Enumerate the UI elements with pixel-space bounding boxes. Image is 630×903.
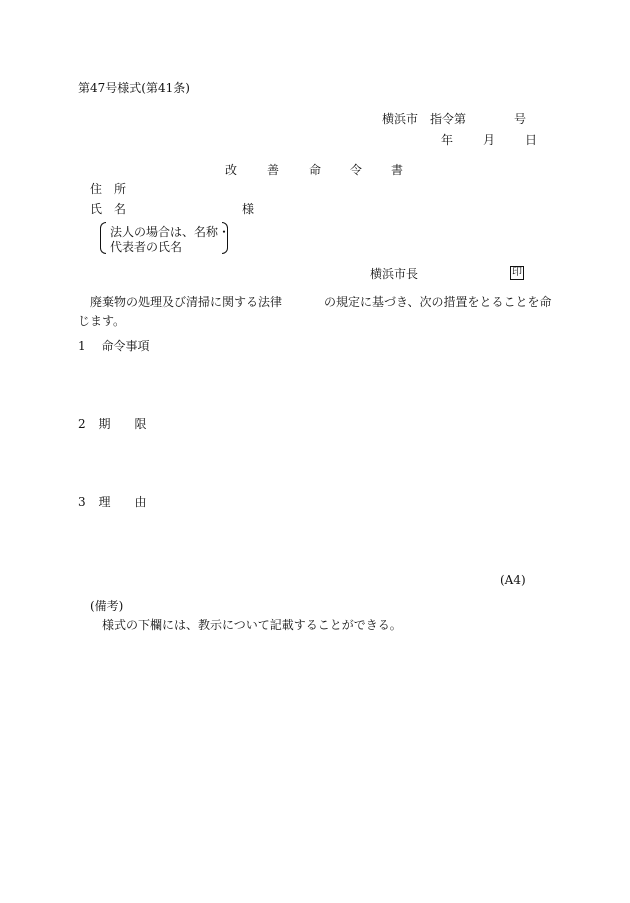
- name-label: 氏 名: [90, 202, 127, 216]
- corp-note-line2: 代表者の氏名: [110, 240, 183, 254]
- section-number: 3: [78, 495, 86, 509]
- left-bracket: [100, 222, 106, 254]
- form-number: 第47号様式(第41条): [78, 81, 190, 95]
- honorific: 様: [242, 202, 255, 216]
- section-1: [78, 340, 149, 352]
- paper-size: (A4): [500, 573, 526, 587]
- title-char: 善: [267, 163, 280, 177]
- title-char: 書: [391, 163, 404, 177]
- seal-text: 印: [512, 267, 522, 278]
- body-text-part2: の規定に基づき、次の措置をとることを命: [324, 295, 552, 309]
- section-3: [78, 496, 146, 508]
- seal-mark: [510, 266, 524, 280]
- corporate-note-bracket: [100, 222, 231, 254]
- remarks-heading: (備考): [90, 599, 124, 613]
- corp-note-line1: 法人の場合は、名称・: [110, 225, 231, 239]
- section-label: 期 限: [98, 417, 147, 431]
- address-label: 住 所: [90, 182, 127, 196]
- section-label: 命令事項: [101, 339, 150, 353]
- issuer-line: 横浜市 指令第 号: [382, 112, 527, 126]
- title-char: 令: [350, 163, 363, 177]
- section-number: 1: [78, 339, 86, 353]
- body-text-line2: じます。: [78, 314, 126, 328]
- section-2: [78, 418, 146, 430]
- section-number: 2: [78, 417, 86, 431]
- remarks-text: 様式の下欄には、教示について記載することができる。: [102, 618, 402, 632]
- body-text-part1: 廃棄物の処理及び清掃に関する法律: [90, 295, 283, 309]
- title-char: 命: [309, 163, 322, 177]
- date-line: 年 月 日: [441, 133, 540, 147]
- section-label: 理 由: [98, 495, 147, 509]
- title-char: 改: [225, 163, 238, 177]
- mayor-title: 横浜市長: [370, 267, 419, 281]
